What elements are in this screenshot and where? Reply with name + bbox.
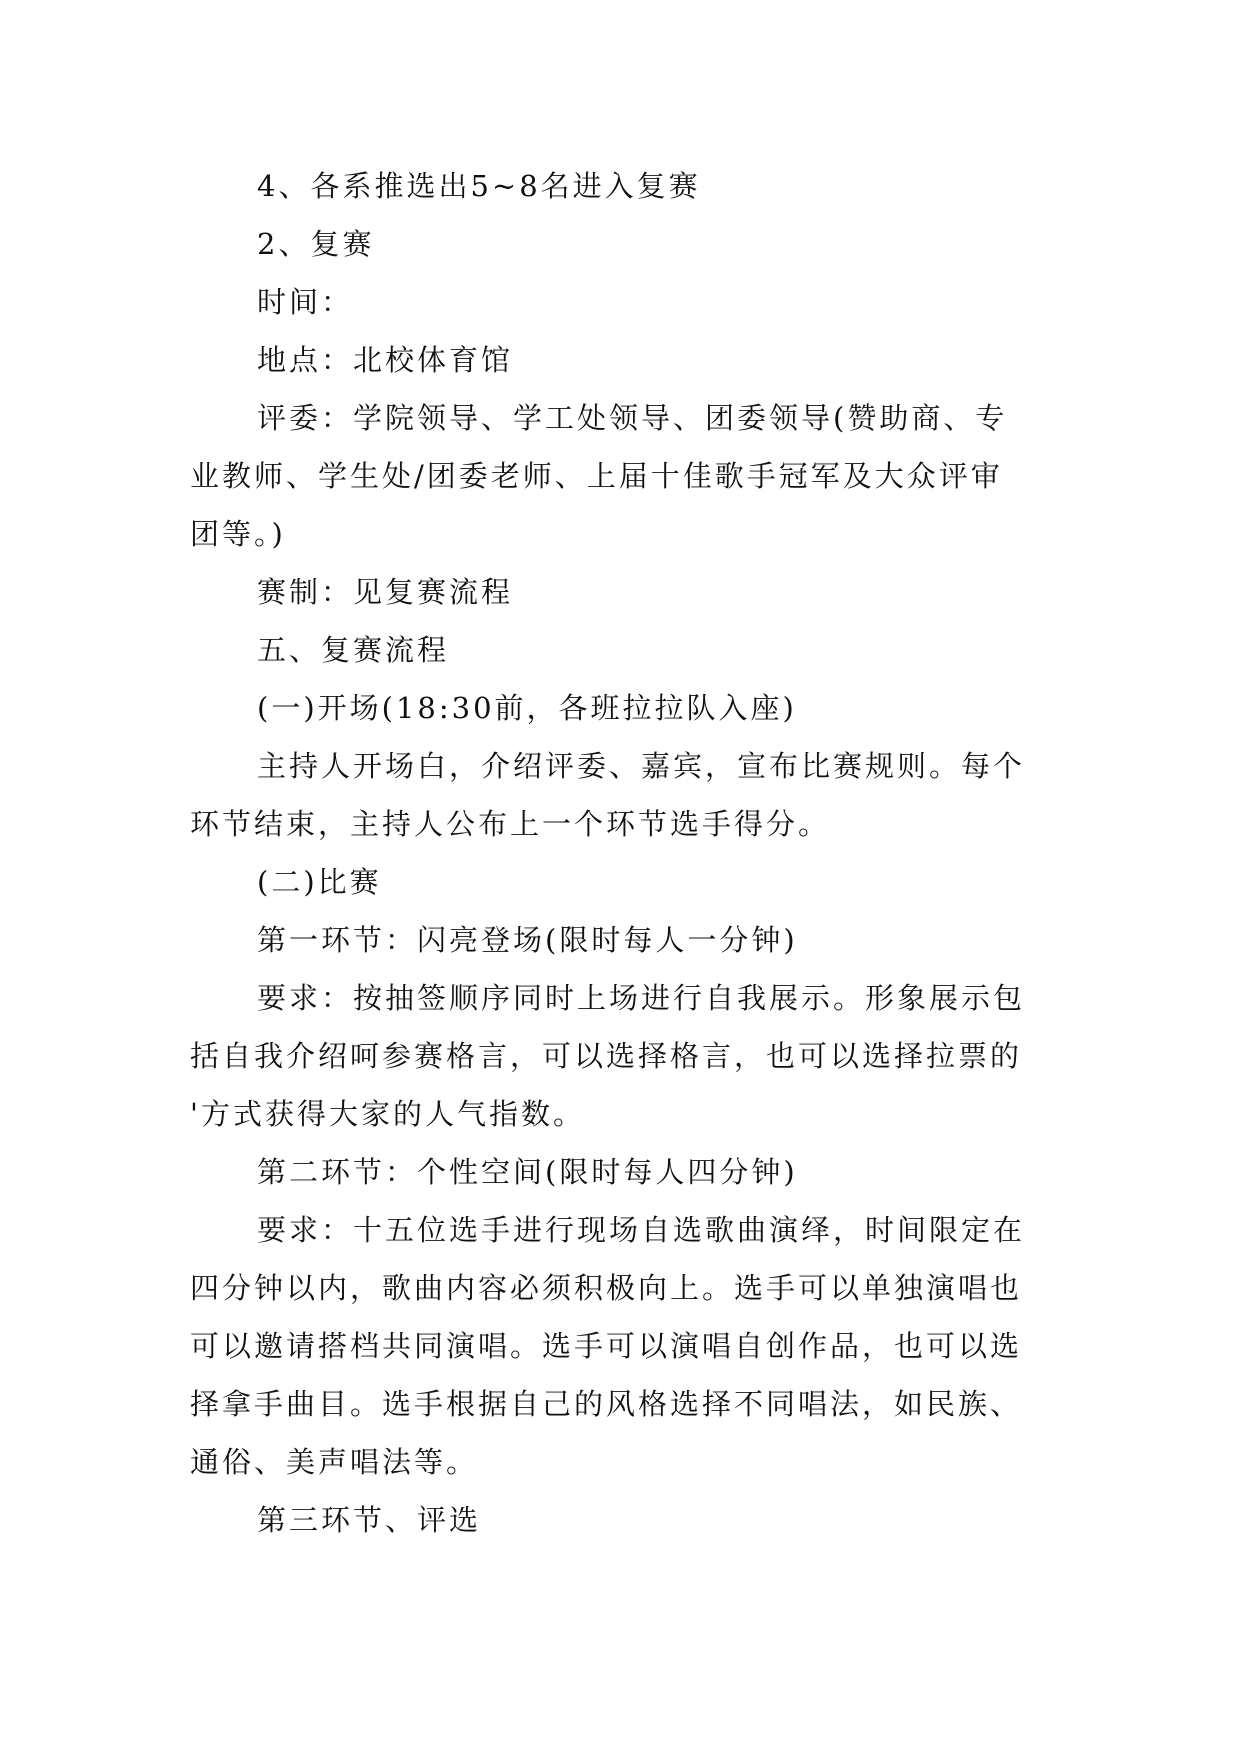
text-line: 第一环节：闪亮登场(限时每人一分钟) [257,923,798,957]
text-line: 四分钟以内，歌曲内容必须积极向上。选手可以单独演唱也 [190,1271,1023,1305]
text-line: '方式获得大家的人气指数。 [190,1097,585,1131]
subsection-heading: (二)比赛 [257,865,382,899]
text-line: 要求：十五位选手进行现场自选歌曲演绎，时间限定在 [257,1213,1026,1247]
text-line: 第三环节、评选 [257,1503,482,1537]
text-line: 业教师、学生处/团委老师、上届十佳歌手冠军及大众评审 [190,459,1003,493]
section-heading: 五、复赛流程 [257,633,450,667]
text-line: 括自我介绍呵参赛格言，可以选择格言，也可以选择拉票的 [190,1039,1023,1073]
text-line: 评委：学院领导、学工处领导、团委领导(赞助商、专 [257,401,1008,435]
text-line: 主持人开场白，介绍评委、嘉宾，宣布比赛规则。每个 [257,749,1026,783]
text-line: 可以邀请搭档共同演唱。选手可以演唱自创作品，也可以选 [190,1329,1023,1363]
text-line: 4、各系推选出5~8名进入复赛 [257,169,701,203]
text-line: 地点：北校体育馆 [257,343,514,377]
subsection-heading: (一)开场(18:30前，各班拉拉队入座) [257,691,797,725]
section-heading: 2、复赛 [257,227,375,261]
text-line: 择拿手曲目。选手根据自己的风格选择不同唱法，如民族、 [190,1387,1023,1421]
text-line: 通俗、美声唱法等。 [190,1445,479,1479]
text-line: 团等。) [190,517,286,551]
text-line: 赛制：见复赛流程 [257,575,514,609]
text-line: 环节结束，主持人公布上一个环节选手得分。 [190,807,831,841]
text-line: 第二环节：个性空间(限时每人四分钟) [257,1155,798,1189]
text-line: 时间： [257,285,354,319]
text-line: 要求：按抽签顺序同时上场进行自我展示。形象展示包 [257,981,1026,1015]
